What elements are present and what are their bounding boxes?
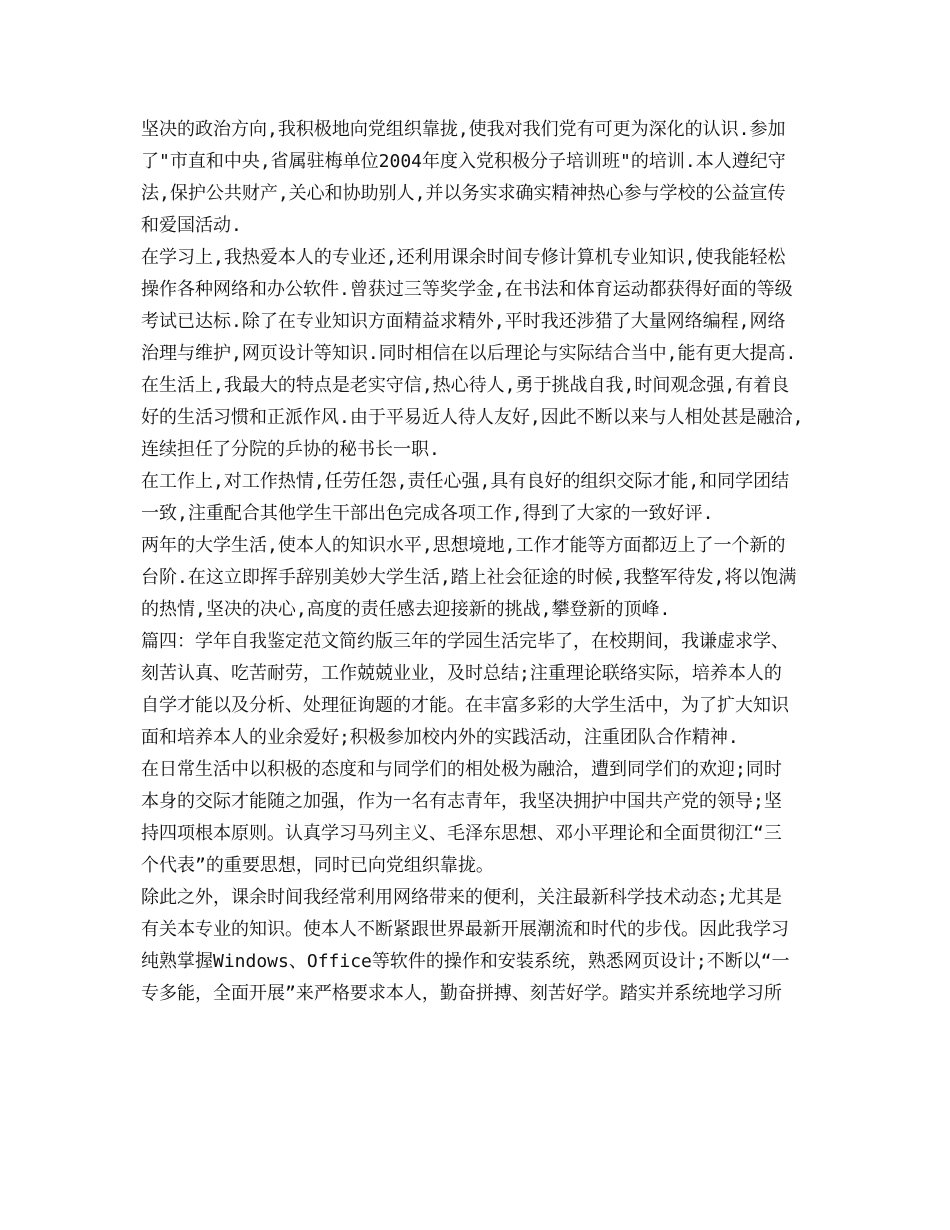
text-line: 专多能，全面开展”来严格要求本人，勤奋拼搏、刻苦好学。踏实并系统地学习所 bbox=[141, 983, 782, 1004]
text-line: 台阶.在这立即挥手辞别美妙大学生活,踏上社会征途的时候,我整军待发,将以饱满 bbox=[141, 567, 797, 588]
text-line: 和爱国活动. bbox=[141, 215, 242, 236]
text-line: 了"市直和中央,省属驻梅单位2004年度入党积极分子培训班"的培训.本人遵纪守 bbox=[141, 151, 786, 172]
text-line: 在日常生活中以积极的态度和与同学们的相处极为融洽，遭到同学们的欢迎;同时 bbox=[141, 759, 782, 780]
text-line: 除此之外，课余时间我经常利用网络带来的便利，关注最新科学技术动态;尤其是 bbox=[141, 887, 782, 908]
text-line: 坚决的政治方向,我积极地向党组织靠拢,使我对我们党有可更为深化的认识.参加 bbox=[141, 119, 786, 140]
text-line: 持四项根本原则。认真学习马列主义、毛泽东思想、邓小平理论和全面贯彻江“三 bbox=[141, 823, 782, 844]
text-line: 两年的大学生活,使本人的知识水平,思想境地,工作才能等方面都迈上了一个新的 bbox=[141, 535, 786, 556]
text-line: 连续担任了分院的乒协的秘书长一职. bbox=[141, 439, 440, 460]
text-line: 治理与维护,网页设计等知识.同时相信在以后理论与实际结合当中,能有更大提高. bbox=[141, 343, 797, 364]
text-line: 刻苦认真、吃苦耐劳，工作兢兢业业，及时总结;注重理论联络实际，培养本人的 bbox=[141, 663, 782, 684]
text-line: 的热情,坚决的决心,高度的责任感去迎接新的挑战,攀登新的顶峰. bbox=[141, 599, 671, 620]
text-line: 有关本专业的知识。使本人不断紧跟世界最新开展潮流和时代的步伐。因此我学习 bbox=[141, 919, 789, 940]
text-line: 一致,注重配合其他学生干部出色完成各项工作,得到了大家的一致好评. bbox=[141, 503, 714, 524]
text-line: 个代表”的重要思想，同时已向党组织靠拢。 bbox=[141, 855, 494, 876]
text-line: 面和培养本人的业余爱好;积极参加校内外的实践活动，注重团队合作精神. bbox=[141, 727, 739, 748]
text-line: 好的生活习惯和正派作风.由于平易近人待人友好,因此不断以来与人相处甚是融洽, bbox=[141, 407, 804, 428]
text-line: 法,保护公共财产,关心和协助别人,并以务实求确实精神热心参与学校的公益宣传 bbox=[141, 183, 786, 204]
text-line: 在学习上,我热爱本人的专业还,还利用课余时间专修计算机专业知识,使我能轻松 bbox=[141, 247, 786, 268]
text-line: 操作各种网络和办公软件.曾获过三等奖学金,在书法和体育运动都获得好面的等级 bbox=[141, 279, 793, 300]
text-line: 自学才能以及分析、处理征询题的才能。在丰富多彩的大学生活中，为了扩大知识 bbox=[141, 695, 789, 716]
text-line: 篇四：学年自我鉴定范文简约版三年的学园生活完毕了，在校期间，我谦虚求学、 bbox=[141, 631, 789, 652]
text-line: 本身的交际才能随之加强，作为一名有志青年，我坚决拥护中国共产党的领导;坚 bbox=[141, 791, 782, 812]
text-line: 在生活上,我最大的特点是老实守信,热心待人,勇于挑战自我,时间观念强,有着良 bbox=[141, 375, 790, 396]
text-line: 考试已达标.除了在专业知识方面精益求精外,平时我还涉猎了大量网络编程,网络 bbox=[141, 311, 786, 332]
document-body bbox=[141, 114, 816, 1010]
text-line: 在工作上,对工作热情,任劳任怨,责任心强,具有良好的组织交际才能,和同学团结 bbox=[141, 471, 790, 492]
text-line: 纯熟掌握Windows、Office等软件的操作和安装系统，熟悉网页设计;不断以“一 bbox=[141, 951, 790, 972]
